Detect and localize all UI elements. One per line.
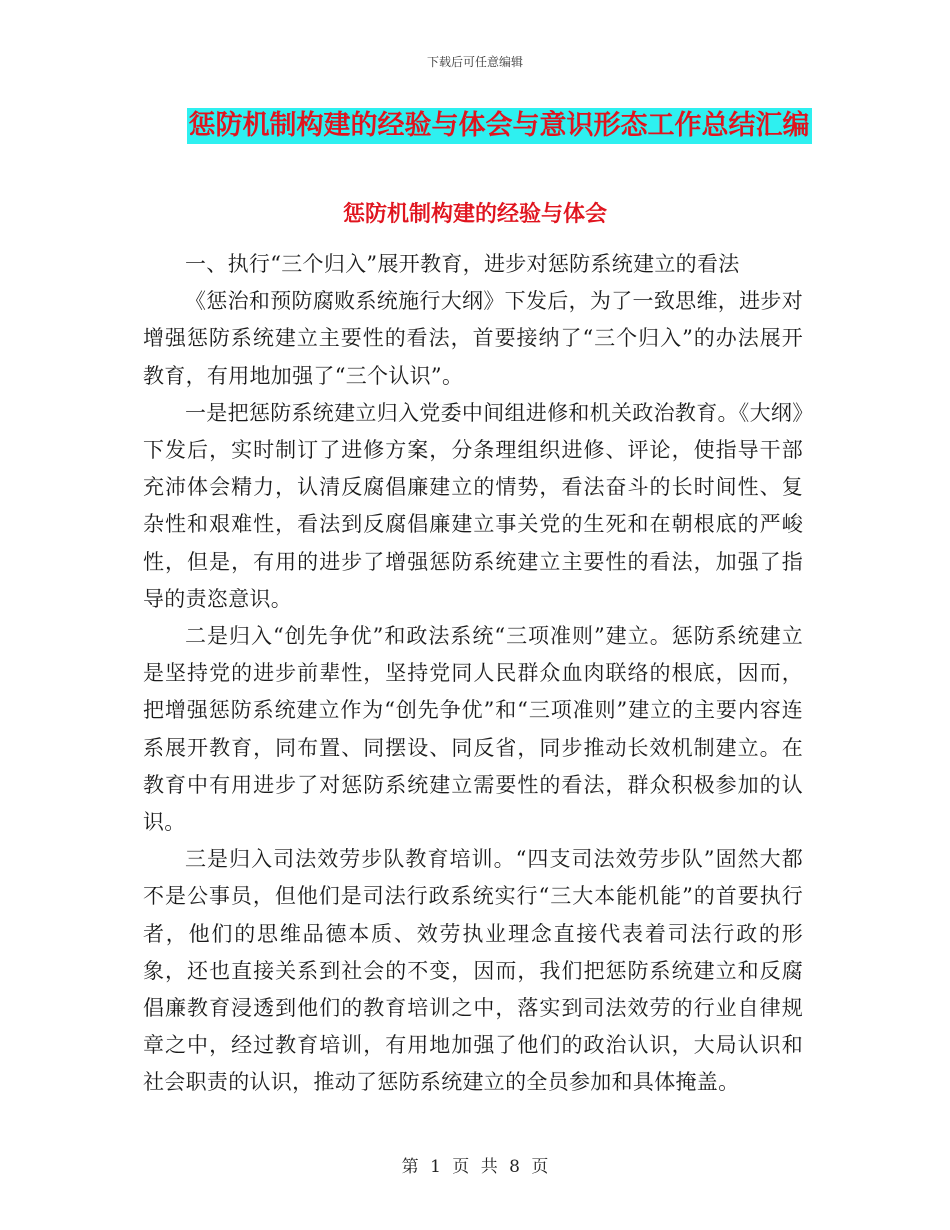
paragraph: 一是把惩防系统建立归入党委中间组进修和机关政治教育。《大纲》下发后，实时制订了进修方案，分条理组织进修、评论，使指导干部充沛体会精力，认清反腐倡廉建立的情势，看法奋斗的长时间性、复杂性和艰难性，看法到反腐倡廉建立事关党的生死和在朝根底的严峻性，但是，有用的进步了增强惩防系统建立主要性的看法，加强了指导的责恣意识。 — [143, 400, 803, 611]
paragraph: 一、执行“三个归入”展开教育，进步对惩防系统建立的看法 — [185, 252, 740, 276]
main-title: 惩防机制构建的经验与体会与意识形态工作总结汇编 — [187, 108, 812, 144]
paragraph: 《惩治和预防腐败系统施行大纲》下发后，为了一致思维，进步对增强惩防系统建立主要性的看法，首要接纳了“三个归入”的办法展开教育，有用地加强了“三个认识”。 — [143, 289, 803, 388]
document-body — [143, 246, 803, 1102]
paragraph: 三是归入司法效劳步队教育培训。“四支司法效劳步队”固然大都不是公事员，但他们是司法行政系统实行“三大本能机能”的首要执行者，他们的思维品德本质、效劳执业理念直接代表着司法行政的形象，还也直接关系到社会的不变，因而，我们把惩防系统建立和反腐倡廉教育浸透到他们的教育培训之中，落实到司法效劳的行业自律规章之中，经过教育培训，有用地加强了他们的政治认识，大局认识和社会职责的认识，推动了惩防系统建立的全员参加和具体掩盖。 — [143, 847, 803, 1095]
header-note: 下载后可任意编辑 — [426, 55, 523, 69]
section-title: 惩防机制构建的经验与体会 — [342, 202, 607, 227]
paragraph: 二是归入“创先争优”和政法系统“三项准则”建立。惩防系统建立是坚持党的进步前辈性，坚持党同人民群众血肉联络的根底，因而，把增强惩防系统建立作为“创先争优”和“三项准则”建立的主要内容连系展开教育，同布置、同摆设、同反省，同步推动长效机制建立。在教育中有用进步了对惩防系统建立需要性的看法，群众积极参加的认识。 — [143, 624, 803, 835]
page-number: 第 1 页 共 8 页 — [401, 1157, 549, 1177]
main-title-container — [0, 108, 950, 144]
